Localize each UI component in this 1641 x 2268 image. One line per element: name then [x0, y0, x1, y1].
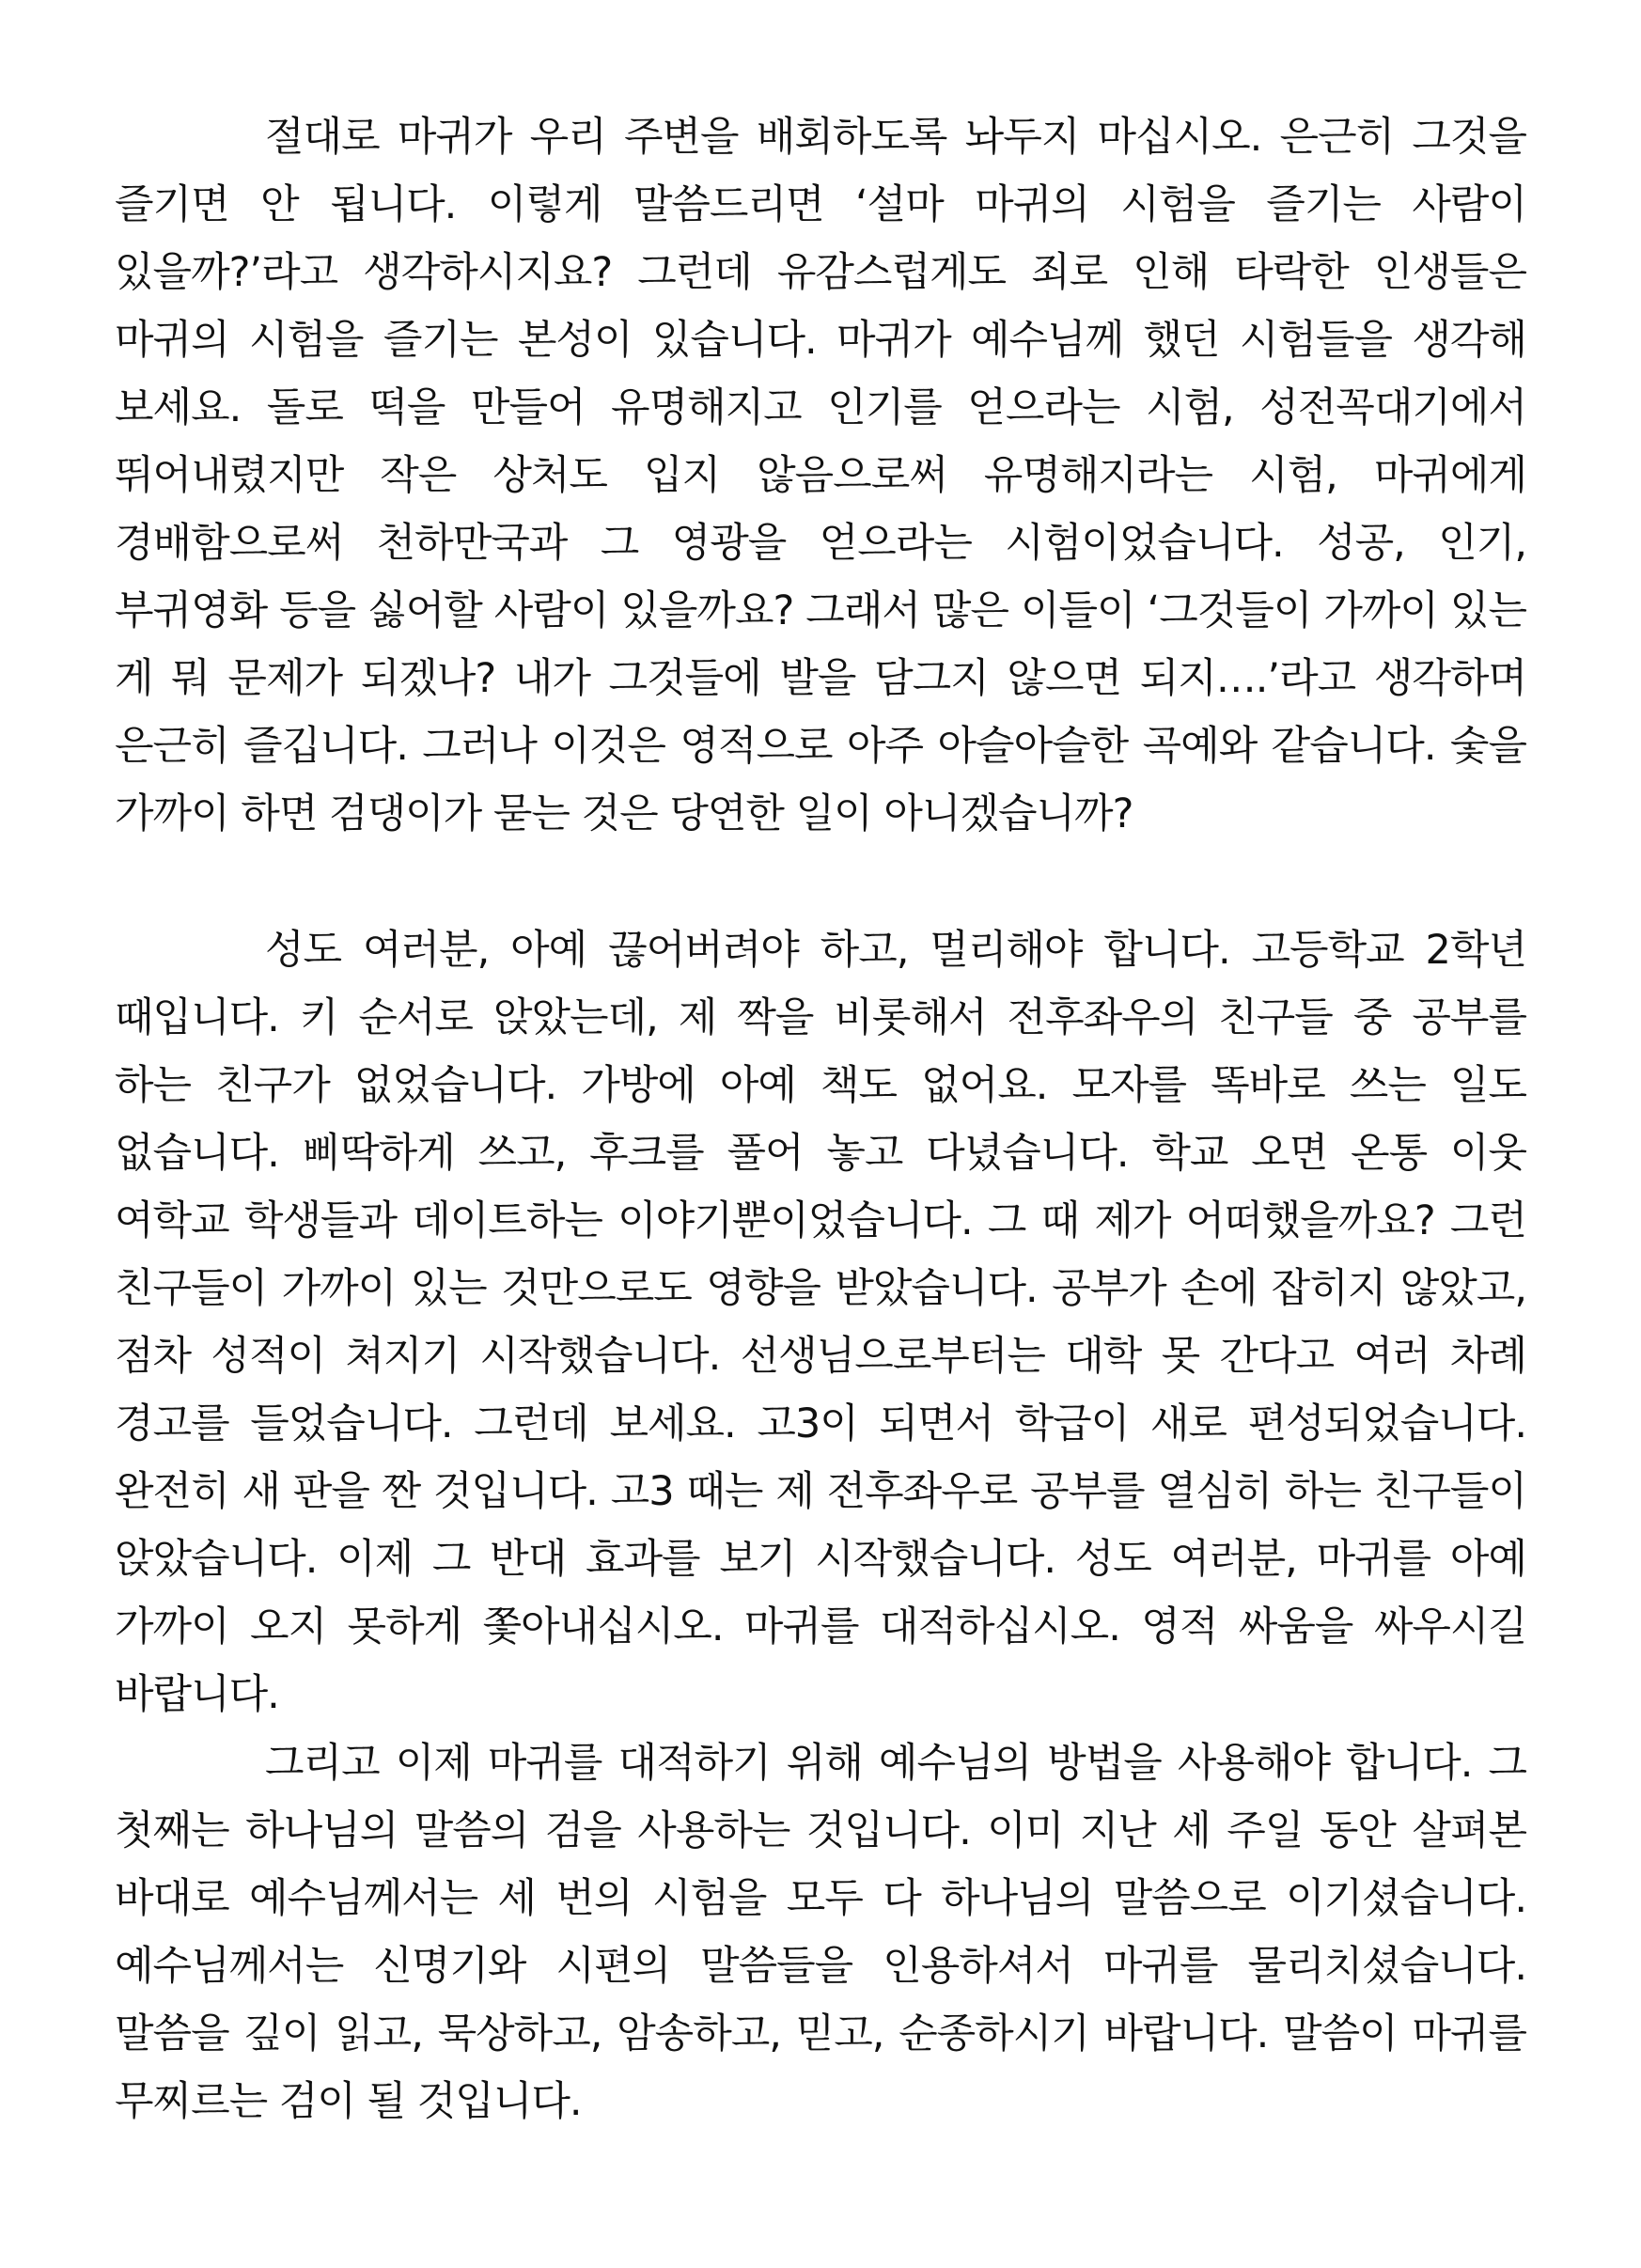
- paragraph-3: 그리고 이제 마귀를 대적하기 위해 예수님의 방법을 사용해야 합니다. 그 첫째는 하나님의 말씀의 검을 사용하는 것입니다. 이미 지난 세 주일 동안 살펴본 바대로 예수님께서는 세 번의 시험을 모두 다 하나님의 말씀으로 이기셨습니다. 예수님께서는 신명기와 시편의 말씀들을 인용하셔서 마귀를 물리치셨습니다. 말씀을 깊이 읽고, 묵상하고, 암송하고, 믿고, 순종하시기 바랍니다. 말씀이 마귀를 무찌르는 검이 될 것입니다.: [115, 1740, 1526, 2125]
- paragraph-2: 성도 여러분, 아예 끊어버려야 하고, 멀리해야 합니다. 고등학교 2학년 때입니다. 키 순서로 앉았는데, 제 짝을 비롯해서 전후좌우의 친구들 중 공부를 하는 친구가 없었습니다. 가방에 아예 책도 없어요. 모자를 똑바로 쓰는 일도 없습니다. 삐딱하게 쓰고, 후크를 풀어 놓고 다녔습니다. 학교 오면 온통 이웃 여학교 학생들과 데이트하는 이야기뿐이었습니다. 그 때 제가 어떠했을까요? 그런 친구들이 가까이 있는 것만으로도 영향을 받았습니다. 공부가 손에 잡히지 않았고, 점차 성적이 쳐지기 시작했습니다. 선생님으로부터는 대학 못 간다고 여러 차례 경고를 들었습니다. 그런데 보세요. 고3이 되면서 학급이 새로 편성되었습니다. 완전히 새 판을 짠 것입니다. 고3 때는 제 전후좌우로 공부를 열심히 하는 친구들이 앉았습니다. 이제 그 반대 효과를 보기 시작했습니다. 성도 여러분, 마귀를 아예 가까이 오지 못하게 쫓아내십시오. 마귀를 대적하십시오. 영적 싸움을 싸우시길 바랍니다.: [115, 927, 1526, 1718]
- paragraph-1: 절대로 마귀가 우리 주변을 배회하도록 놔두지 마십시오. 은근히 그것을 즐기면 안 됩니다. 이렇게 말씀드리면 ‘설마 마귀의 시험을 즐기는 사람이 있을까?’라고 생각하시지요? 그런데 유감스럽게도 죄로 인해 타락한 인생들은 마귀의 시험을 즐기는 본성이 있습니다. 마귀가 예수님께 했던 시험들을 생각해 보세요. 돌로 떡을 만들어 유명해지고 인기를 얻으라는 시험, 성전꼭대기에서 뛰어내렸지만 작은 상처도 입지 않음으로써 유명해지라는 시험, 마귀에게 경배함으로써 천하만국과 그 영광을 얻으라는 시험이었습니다. 성공, 인기, 부귀영화 등을 싫어할 사람이 있을까요? 그래서 많은 이들이 ‘그것들이 가까이 있는 게 뭐 문제가 되겠나? 내가 그것들에 발을 담그지 않으면 되지….’라고 생각하며 은근히 즐깁니다. 그러나 이것은 영적으로 아주 아슬아슬한 곡예와 같습니다. 숯을 가까이 하면 검댕이가 묻는 것은 당연한 일이 아니겠습니까?: [115, 114, 1526, 837]
